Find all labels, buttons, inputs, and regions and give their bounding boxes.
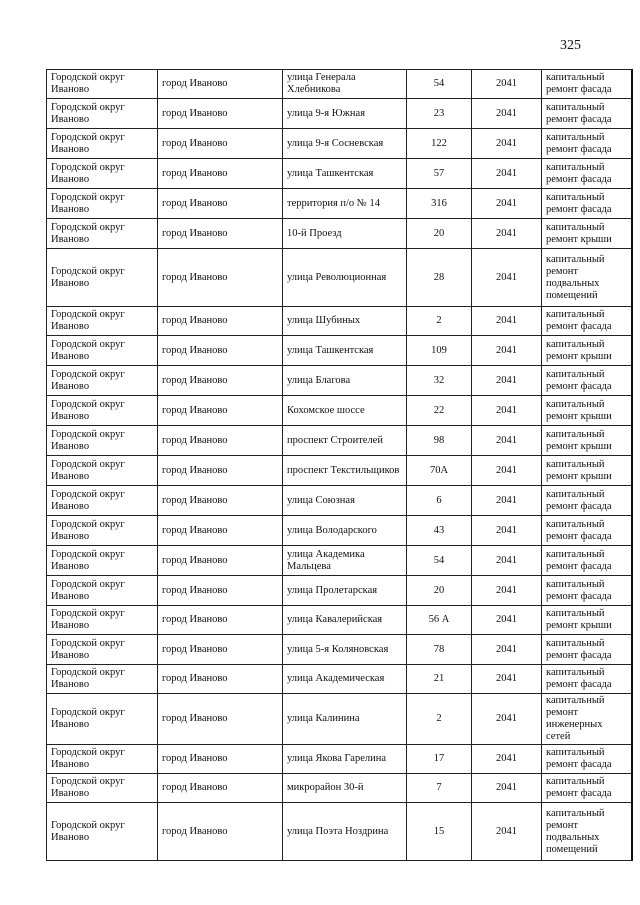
work-type-cell: капитальный ремонт фасада [542,307,632,336]
settlement-cell: город Иваново [158,396,283,426]
municipality-cell: Городской округ Иваново [47,635,158,665]
house-number-cell: 43 [407,516,472,546]
table-row [47,546,632,576]
table-row [47,159,632,189]
house-number-cell: 17 [407,745,472,774]
street-cell: 10-й Проезд [283,219,407,249]
house-number-cell: 2 [407,694,472,745]
settlement-cell: город Иваново [158,774,283,803]
settlement-cell: город Иваново [158,546,283,576]
municipality-cell: Городской округ Иваново [47,249,158,307]
settlement-cell: город Иваново [158,336,283,366]
street-cell: улица Кавалерийская [283,606,407,635]
municipality-cell: Городской округ Иваново [47,426,158,456]
municipality-cell: Городской округ Иваново [47,516,158,546]
table-row [47,486,632,516]
work-type-cell: капитальный ремонт фасада [542,665,632,694]
street-cell: улица Шубиных [283,307,407,336]
table-row [47,307,632,336]
table-body [47,70,632,861]
house-number-cell: 6 [407,486,472,516]
street-cell: улица Революционная [283,249,407,307]
house-number-cell: 78 [407,635,472,665]
table-row [47,189,632,219]
municipality-cell: Городской округ Иваново [47,307,158,336]
house-number-cell: 21 [407,665,472,694]
table-row [47,665,632,694]
table-row [47,606,632,635]
work-type-cell: капитальный ремонт крыши [542,336,632,366]
municipality-cell: Городской округ Иваново [47,774,158,803]
table-row [47,219,632,249]
house-number-cell: 28 [407,249,472,307]
year-cell: 2041 [472,606,542,635]
street-cell: улица 9-я Сосневская [283,129,407,159]
year-cell: 2041 [472,189,542,219]
year-cell: 2041 [472,745,542,774]
work-type-cell: капитальный ремонт подвальных помещений [542,803,632,861]
municipality-cell: Городской округ Иваново [47,576,158,606]
table-row [47,576,632,606]
settlement-cell: город Иваново [158,219,283,249]
house-number-cell: 15 [407,803,472,861]
settlement-cell: город Иваново [158,70,283,99]
municipality-cell: Городской округ Иваново [47,456,158,486]
table-row [47,336,632,366]
table-row [47,456,632,486]
work-type-cell: капитальный ремонт крыши [542,396,632,426]
year-cell: 2041 [472,803,542,861]
municipality-cell: Городской округ Иваново [47,486,158,516]
year-cell: 2041 [472,486,542,516]
work-type-cell: капитальный ремонт крыши [542,606,632,635]
work-type-cell: капитальный ремонт крыши [542,426,632,456]
settlement-cell: город Иваново [158,803,283,861]
street-cell: Кохомское шоссе [283,396,407,426]
table-row [47,99,632,129]
settlement-cell: город Иваново [158,745,283,774]
repair-schedule-table [46,69,633,861]
municipality-cell: Городской округ Иваново [47,219,158,249]
street-cell: улица 9-я Южная [283,99,407,129]
house-number-cell: 109 [407,336,472,366]
settlement-cell: город Иваново [158,366,283,396]
settlement-cell: город Иваново [158,426,283,456]
work-type-cell: капитальный ремонт фасада [542,745,632,774]
year-cell: 2041 [472,774,542,803]
table-row [47,396,632,426]
house-number-cell: 7 [407,774,472,803]
work-type-cell: капитальный ремонт фасада [542,774,632,803]
year-cell: 2041 [472,396,542,426]
street-cell: улица Якова Гарелина [283,745,407,774]
work-type-cell: капитальный ремонт фасада [542,159,632,189]
work-type-cell: капитальный ремонт инженерных сетей [542,694,632,745]
year-cell: 2041 [472,70,542,99]
house-number-cell: 23 [407,99,472,129]
year-cell: 2041 [472,576,542,606]
house-number-cell: 57 [407,159,472,189]
settlement-cell: город Иваново [158,665,283,694]
year-cell: 2041 [472,366,542,396]
table-row [47,774,632,803]
municipality-cell: Городской округ Иваново [47,665,158,694]
municipality-cell: Городской округ Иваново [47,546,158,576]
settlement-cell: город Иваново [158,576,283,606]
year-cell: 2041 [472,219,542,249]
settlement-cell: город Иваново [158,159,283,189]
year-cell: 2041 [472,159,542,189]
table-row [47,70,632,99]
municipality-cell: Городской округ Иваново [47,606,158,635]
settlement-cell: город Иваново [158,486,283,516]
year-cell: 2041 [472,694,542,745]
house-number-cell: 70А [407,456,472,486]
house-number-cell: 22 [407,396,472,426]
house-number-cell: 2 [407,307,472,336]
house-number-cell: 54 [407,70,472,99]
street-cell: улица Генерала Хлебникова [283,70,407,99]
municipality-cell: Городской округ Иваново [47,99,158,129]
settlement-cell: город Иваново [158,516,283,546]
work-type-cell: капитальный ремонт фасада [542,366,632,396]
settlement-cell: город Иваново [158,307,283,336]
house-number-cell: 98 [407,426,472,456]
table-row [47,803,632,861]
work-type-cell: капитальный ремонт фасада [542,99,632,129]
street-cell: улица Калинина [283,694,407,745]
municipality-cell: Городской округ Иваново [47,159,158,189]
table-row [47,249,632,307]
year-cell: 2041 [472,665,542,694]
settlement-cell: город Иваново [158,249,283,307]
table-row [47,516,632,546]
municipality-cell: Городской округ Иваново [47,70,158,99]
municipality-cell: Городской округ Иваново [47,189,158,219]
settlement-cell: город Иваново [158,129,283,159]
work-type-cell: капитальный ремонт фасада [542,635,632,665]
table-row [47,426,632,456]
street-cell: улица 5-я Коляновская [283,635,407,665]
municipality-cell: Городской округ Иваново [47,694,158,745]
house-number-cell: 54 [407,546,472,576]
settlement-cell: город Иваново [158,694,283,745]
work-type-cell: капитальный ремонт фасада [542,189,632,219]
work-type-cell: капитальный ремонт фасада [542,576,632,606]
year-cell: 2041 [472,99,542,129]
table-row [47,694,632,745]
year-cell: 2041 [472,249,542,307]
street-cell: улица Ташкентская [283,159,407,189]
street-cell: территория п/о № 14 [283,189,407,219]
settlement-cell: город Иваново [158,456,283,486]
year-cell: 2041 [472,456,542,486]
municipality-cell: Городской округ Иваново [47,396,158,426]
work-type-cell: капитальный ремонт фасада [542,546,632,576]
house-number-cell: 56 А [407,606,472,635]
municipality-cell: Городской округ Иваново [47,366,158,396]
street-cell: улица Володарского [283,516,407,546]
table-row [47,366,632,396]
street-cell: проспект Текстильщиков [283,456,407,486]
street-cell: микрорайон 30-й [283,774,407,803]
year-cell: 2041 [472,516,542,546]
settlement-cell: город Иваново [158,606,283,635]
page-number: 325 [560,38,581,53]
work-type-cell: капитальный ремонт фасада [542,129,632,159]
street-cell: улица Академика Мальцева [283,546,407,576]
street-cell: улица Академическая [283,665,407,694]
street-cell: улица Ташкентская [283,336,407,366]
table-row [47,129,632,159]
municipality-cell: Городской округ Иваново [47,336,158,366]
house-number-cell: 20 [407,219,472,249]
house-number-cell: 122 [407,129,472,159]
year-cell: 2041 [472,129,542,159]
street-cell: проспект Строителей [283,426,407,456]
house-number-cell: 20 [407,576,472,606]
settlement-cell: город Иваново [158,635,283,665]
street-cell: улица Поэта Ноздрина [283,803,407,861]
work-type-cell: капитальный ремонт фасада [542,486,632,516]
table-row [47,745,632,774]
house-number-cell: 32 [407,366,472,396]
municipality-cell: Городской округ Иваново [47,745,158,774]
work-type-cell: капитальный ремонт крыши [542,219,632,249]
settlement-cell: город Иваново [158,189,283,219]
street-cell: улица Пролетарская [283,576,407,606]
year-cell: 2041 [472,546,542,576]
work-type-cell: капитальный ремонт подвальных помещений [542,249,632,307]
table-row [47,635,632,665]
year-cell: 2041 [472,426,542,456]
year-cell: 2041 [472,336,542,366]
work-type-cell: капитальный ремонт фасада [542,516,632,546]
street-cell: улица Союзная [283,486,407,516]
settlement-cell: город Иваново [158,99,283,129]
work-type-cell: капитальный ремонт крыши [542,456,632,486]
work-type-cell: капитальный ремонт фасада [542,70,632,99]
street-cell: улица Благова [283,366,407,396]
year-cell: 2041 [472,307,542,336]
municipality-cell: Городской округ Иваново [47,803,158,861]
year-cell: 2041 [472,635,542,665]
municipality-cell: Городской округ Иваново [47,129,158,159]
house-number-cell: 316 [407,189,472,219]
